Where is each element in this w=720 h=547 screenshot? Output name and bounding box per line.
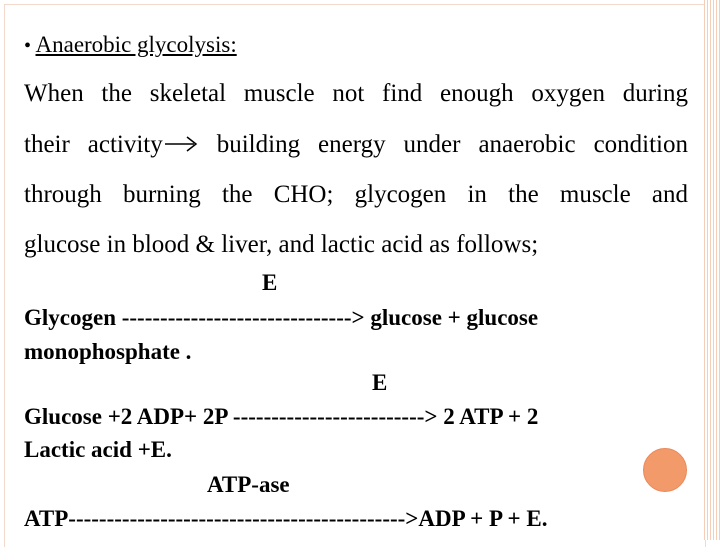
- right-arrow-icon: [163, 135, 199, 153]
- reaction-1-line-2: monophosphate .: [24, 339, 192, 364]
- decorative-stripe-band: [704, 0, 720, 540]
- paragraph-line-3: through burning the CHO; glycogen in the muscle and: [24, 181, 688, 208]
- paragraph-line-2: [24, 131, 688, 159]
- decorative-orange-circle: [643, 448, 687, 492]
- reaction-2-line-1: Glucose +2 ADP+ 2P -------------------------> 2 ATP + 2: [24, 404, 539, 429]
- paragraph-line-2-start: their activity: [24, 131, 163, 158]
- reaction-1-line-1: Glycogen ------------------------------> glucose + glucose: [24, 305, 539, 330]
- heading-title: Anaerobic glycolysis:: [35, 32, 237, 57]
- reaction-3-enzyme: ATP-ase: [207, 472, 290, 497]
- reaction-2-line-2: Lactic acid +E.: [24, 437, 172, 462]
- paragraph-line-4: glucose in blood & liver, and lactic acid as follows;: [24, 231, 539, 258]
- reaction-3-line-1: ATP-------------------------------------------->ADP + P + E.: [24, 506, 548, 531]
- reaction-1-enzyme: E: [262, 270, 278, 295]
- reaction-2-enzyme: E: [372, 370, 388, 395]
- bullet-icon: •: [24, 35, 32, 57]
- paragraph-line-2-end: building energy under anaerobic condition: [198, 131, 688, 158]
- slide-heading: [24, 32, 237, 58]
- paragraph-line-1: When the skeletal muscle not find enough oxygen during: [24, 80, 688, 107]
